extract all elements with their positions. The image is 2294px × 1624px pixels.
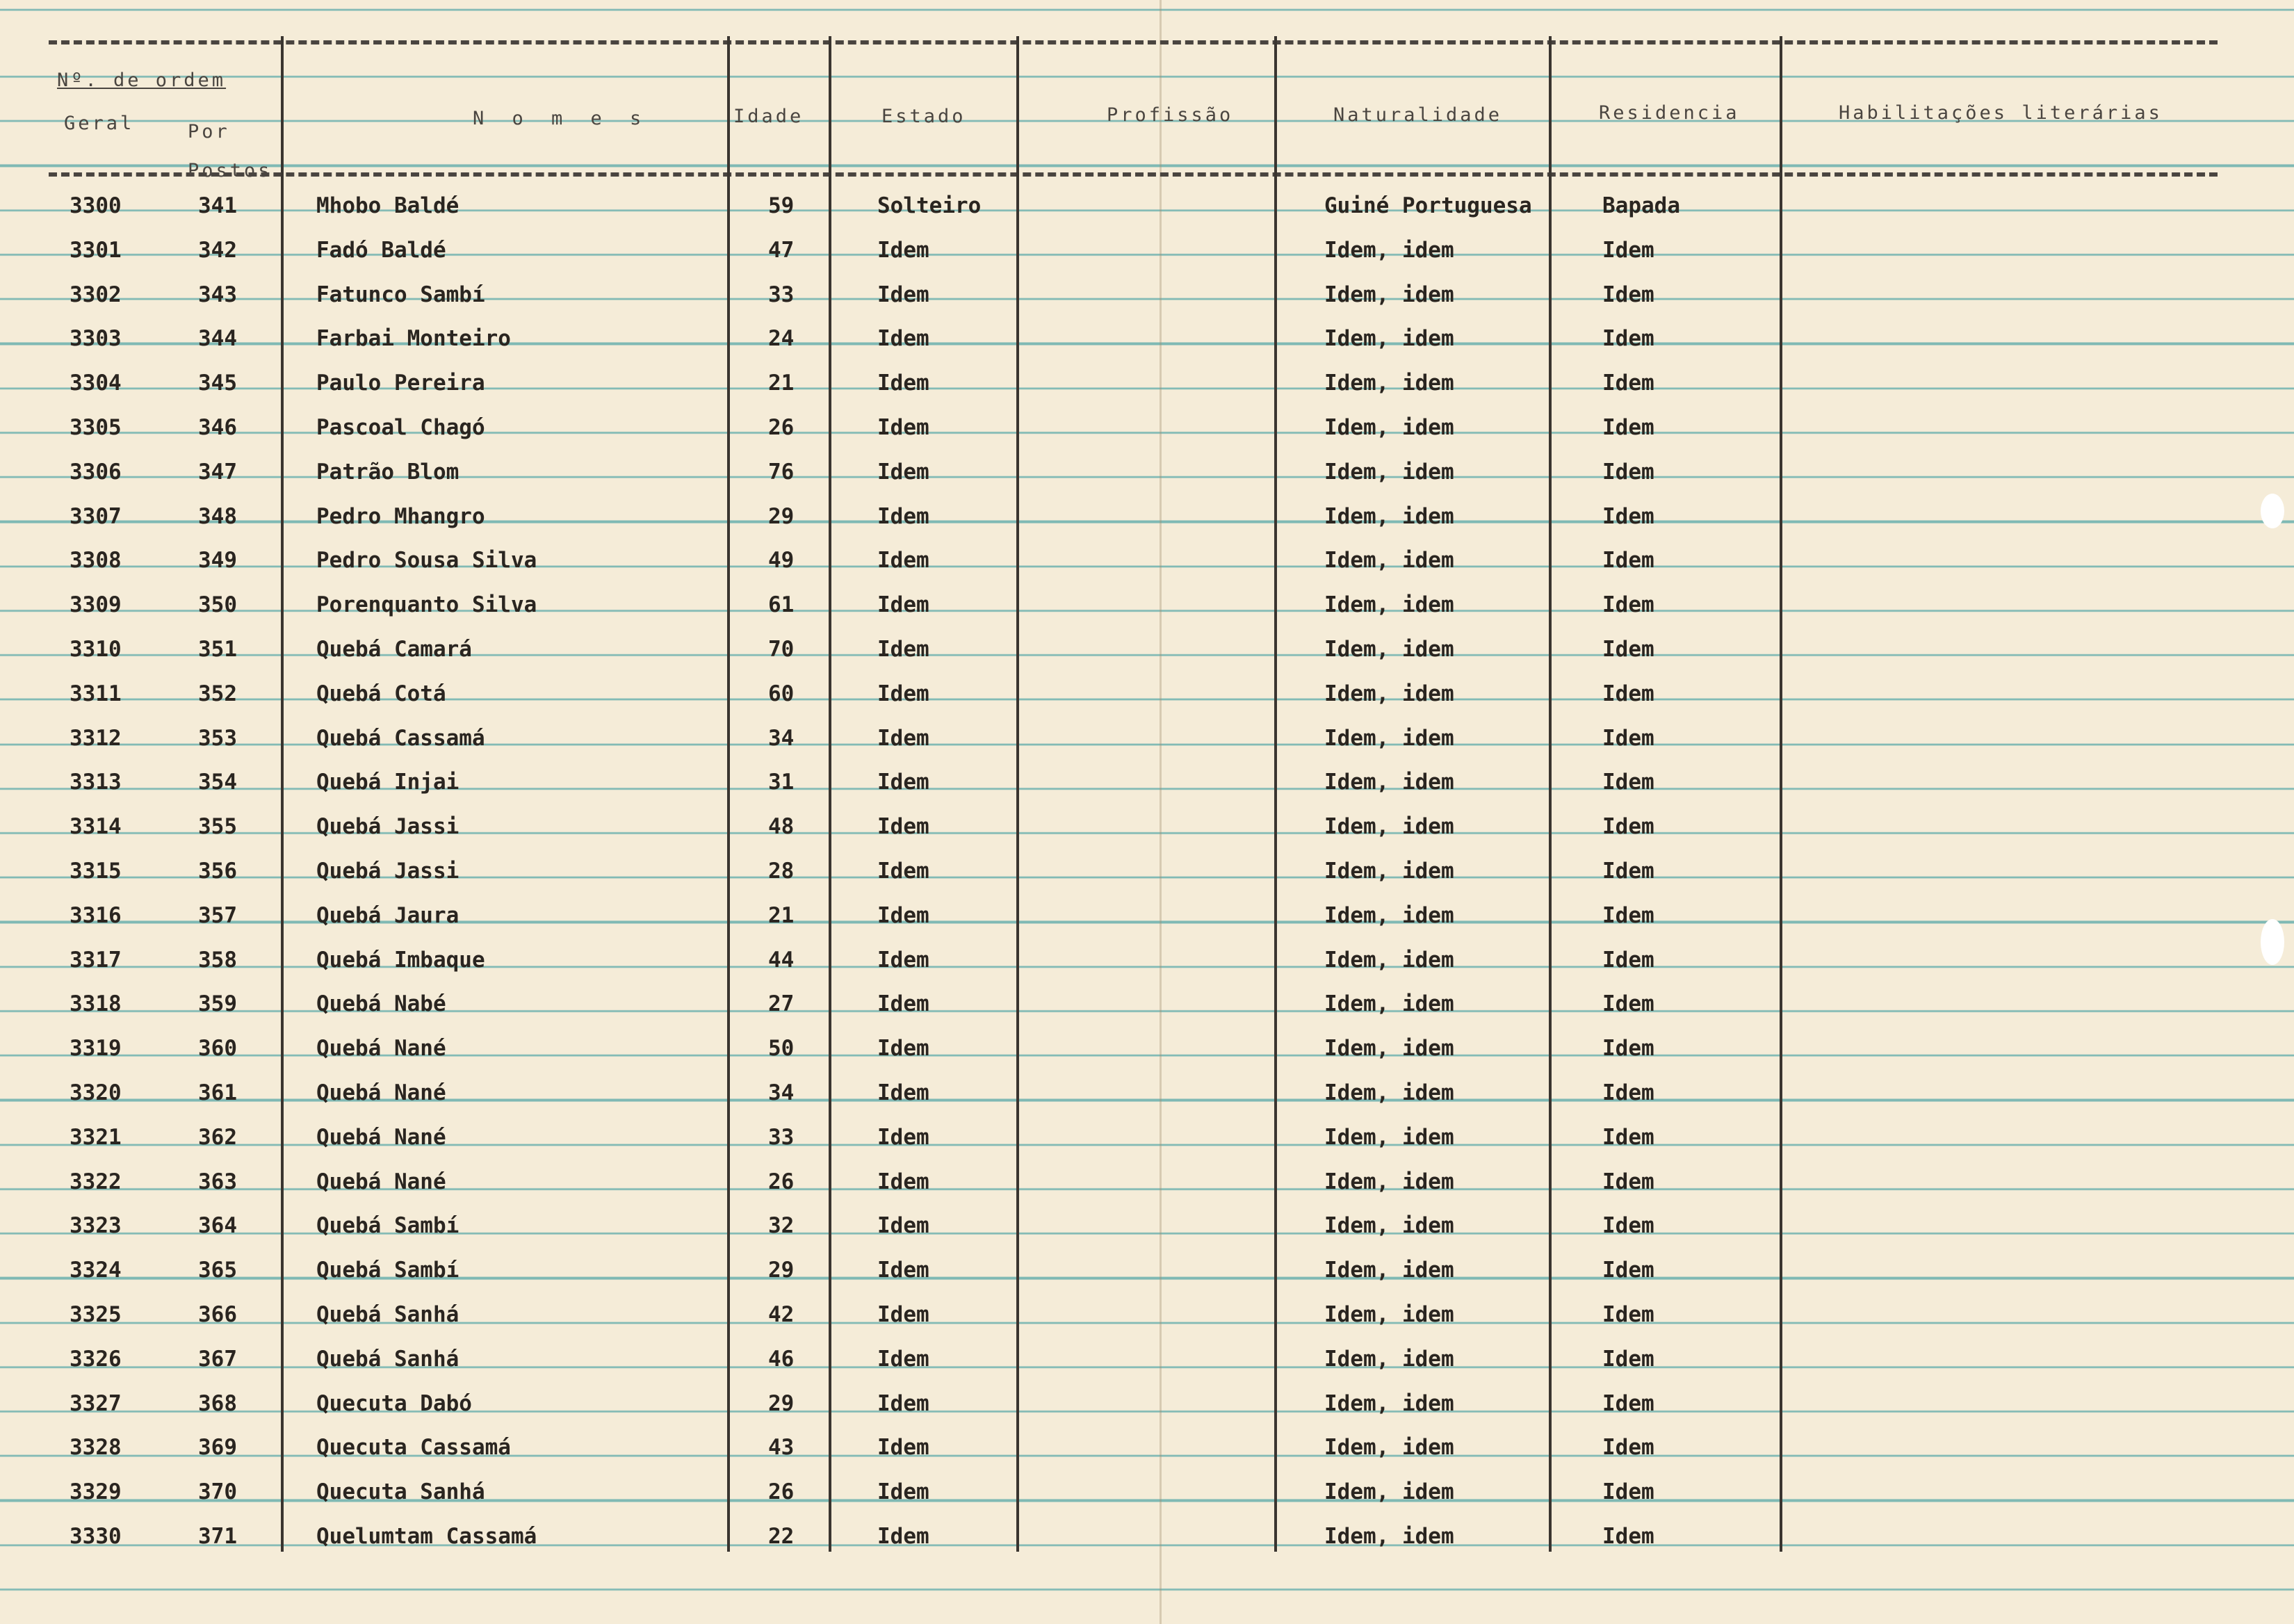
age: 33 <box>768 1124 795 1150</box>
geral-number: 3311 <box>70 681 122 706</box>
marital-status: Idem <box>877 947 929 973</box>
posto-number: 368 <box>198 1390 237 1416</box>
person-name: Quebá Jassi <box>316 814 459 840</box>
posto-number: 361 <box>198 1080 237 1105</box>
age: 50 <box>768 1036 795 1062</box>
posto-number: 350 <box>198 592 237 618</box>
naturalidade: Idem, idem <box>1324 326 1454 352</box>
geral-number: 3322 <box>70 1169 122 1194</box>
table-row <box>0 238 2294 281</box>
table-row <box>0 415 2294 458</box>
residencia: Idem <box>1602 592 1654 618</box>
posto-number: 370 <box>198 1479 237 1505</box>
header-no-ordem: Nº. de ordem <box>57 70 227 91</box>
table-row <box>0 859 2294 902</box>
geral-number: 3327 <box>70 1390 122 1416</box>
posto-number: 359 <box>198 991 237 1017</box>
posto-number: 345 <box>198 371 237 396</box>
geral-number: 3317 <box>70 947 122 973</box>
table-row <box>0 726 2294 769</box>
naturalidade: Idem, idem <box>1324 1258 1454 1283</box>
marital-status: Idem <box>877 326 929 352</box>
person-name: Fatunco Sambí <box>316 282 485 307</box>
geral-number: 3329 <box>70 1479 122 1505</box>
residencia: Idem <box>1602 1479 1654 1505</box>
marital-status: Idem <box>877 1258 929 1283</box>
residencia: Idem <box>1602 371 1654 396</box>
marital-status: Idem <box>877 592 929 618</box>
geral-number: 3326 <box>70 1346 122 1372</box>
age: 42 <box>768 1302 795 1327</box>
age: 29 <box>768 1258 795 1283</box>
geral-number: 3330 <box>70 1524 122 1549</box>
residencia: Idem <box>1602 1080 1654 1105</box>
person-name: Farbai Monteiro <box>316 326 511 352</box>
geral-number: 3304 <box>70 371 122 396</box>
marital-status: Idem <box>877 1479 929 1505</box>
posto-number: 353 <box>198 725 237 751</box>
age: 24 <box>768 326 795 352</box>
residencia: Idem <box>1602 725 1654 751</box>
naturalidade: Idem, idem <box>1324 1080 1454 1105</box>
age: 21 <box>768 371 795 396</box>
table-row <box>0 371 2294 414</box>
age: 28 <box>768 859 795 884</box>
age: 27 <box>768 991 795 1017</box>
residencia: Idem <box>1602 1524 1654 1549</box>
posto-number: 365 <box>198 1258 237 1283</box>
geral-number: 3313 <box>70 770 122 795</box>
residencia: Idem <box>1602 1390 1654 1416</box>
person-name: Quebá Sambí <box>316 1213 459 1239</box>
residencia: Idem <box>1602 681 1654 706</box>
naturalidade: Idem, idem <box>1324 548 1454 574</box>
naturalidade: Idem, idem <box>1324 1036 1454 1062</box>
header-residencia: Residencia <box>1599 102 1740 124</box>
age: 32 <box>768 1213 795 1239</box>
naturalidade: Idem, idem <box>1324 681 1454 706</box>
person-name: Quebá Cassamá <box>316 725 485 751</box>
posto-number: 348 <box>198 503 237 529</box>
person-name: Quebá Nabé <box>316 991 446 1017</box>
table-row <box>0 1036 2294 1079</box>
table-row <box>0 548 2294 591</box>
marital-status: Solteiro <box>877 193 982 218</box>
marital-status: Idem <box>877 1213 929 1239</box>
person-name: Quebá Nané <box>316 1124 446 1150</box>
residencia: Idem <box>1602 548 1654 574</box>
residencia: Idem <box>1602 282 1654 307</box>
marital-status: Idem <box>877 1390 929 1416</box>
age: 26 <box>768 1169 795 1194</box>
geral-number: 3312 <box>70 725 122 751</box>
table-row <box>0 991 2294 1034</box>
geral-number: 3318 <box>70 991 122 1017</box>
table-row <box>0 193 2294 236</box>
table-row <box>0 770 2294 813</box>
age: 29 <box>768 503 795 529</box>
marital-status: Idem <box>877 725 929 751</box>
person-name: Quebá Nané <box>316 1169 446 1194</box>
header-profissao: Profissão <box>1107 104 1234 126</box>
person-name: Quecuta Cassamá <box>316 1435 511 1461</box>
geral-number: 3303 <box>70 326 122 352</box>
table-row <box>0 1080 2294 1123</box>
naturalidade: Idem, idem <box>1324 991 1454 1017</box>
residencia: Idem <box>1602 947 1654 973</box>
naturalidade: Idem, idem <box>1324 725 1454 751</box>
residencia: Idem <box>1602 991 1654 1017</box>
geral-number: 3316 <box>70 902 122 928</box>
naturalidade: Idem, idem <box>1324 859 1454 884</box>
marital-status: Idem <box>877 459 929 485</box>
age: 21 <box>768 902 795 928</box>
naturalidade: Idem, idem <box>1324 415 1454 440</box>
header-naturalidade: Naturalidade <box>1333 104 1503 126</box>
posto-number: 369 <box>198 1435 237 1461</box>
posto-number: 362 <box>198 1124 237 1150</box>
table-row <box>0 1479 2294 1522</box>
table-row <box>0 948 2294 991</box>
marital-status: Idem <box>877 371 929 396</box>
marital-status: Idem <box>877 1435 929 1461</box>
naturalidade: Idem, idem <box>1324 237 1454 263</box>
naturalidade: Idem, idem <box>1324 1435 1454 1461</box>
residencia: Idem <box>1602 326 1654 352</box>
geral-number: 3323 <box>70 1213 122 1239</box>
geral-number: 3325 <box>70 1302 122 1327</box>
geral-number: 3315 <box>70 859 122 884</box>
naturalidade: Idem, idem <box>1324 1169 1454 1194</box>
geral-number: 3305 <box>70 415 122 440</box>
geral-number: 3309 <box>70 592 122 618</box>
naturalidade: Idem, idem <box>1324 282 1454 307</box>
marital-status: Idem <box>877 237 929 263</box>
geral-number: 3306 <box>70 459 122 485</box>
naturalidade: Idem, idem <box>1324 637 1454 662</box>
person-name: Quebá Imbaque <box>316 947 485 973</box>
residencia: Idem <box>1602 1258 1654 1283</box>
header-top-rule <box>49 40 2218 44</box>
age: 59 <box>768 193 795 218</box>
person-name: Quebá Injai <box>316 770 459 795</box>
marital-status: Idem <box>877 1302 929 1327</box>
naturalidade: Idem, idem <box>1324 503 1454 529</box>
marital-status: Idem <box>877 859 929 884</box>
naturalidade: Idem, idem <box>1324 1124 1454 1150</box>
person-name: Pascoal Chagó <box>316 415 485 440</box>
marital-status: Idem <box>877 1346 929 1372</box>
naturalidade: Idem, idem <box>1324 371 1454 396</box>
age: 34 <box>768 1080 795 1105</box>
residencia: Idem <box>1602 902 1654 928</box>
posto-number: 356 <box>198 859 237 884</box>
geral-number: 3320 <box>70 1080 122 1105</box>
person-name: Quebá Nané <box>316 1036 446 1062</box>
header-habilitacoes: Habilitações literárias <box>1839 102 2163 124</box>
header-nomes: N o m e s <box>473 108 650 129</box>
age: 31 <box>768 770 795 795</box>
naturalidade: Idem, idem <box>1324 902 1454 928</box>
residencia: Idem <box>1602 1213 1654 1239</box>
posto-number: 358 <box>198 947 237 973</box>
posto-number: 341 <box>198 193 237 218</box>
residencia: Idem <box>1602 1124 1654 1150</box>
person-name: Quebá Cotá <box>316 681 446 706</box>
posto-number: 346 <box>198 415 237 440</box>
naturalidade: Idem, idem <box>1324 1346 1454 1372</box>
posto-number: 354 <box>198 770 237 795</box>
posto-number: 355 <box>198 814 237 840</box>
age: 22 <box>768 1524 795 1549</box>
geral-number: 3308 <box>70 548 122 574</box>
person-name: Pedro Mhangro <box>316 503 485 529</box>
geral-number: 3321 <box>70 1124 122 1150</box>
person-name: Mhobo Baldé <box>316 193 459 218</box>
marital-status: Idem <box>877 503 929 529</box>
posto-number: 349 <box>198 548 237 574</box>
geral-number: 3302 <box>70 282 122 307</box>
residencia: Idem <box>1602 1435 1654 1461</box>
table-row <box>0 637 2294 680</box>
naturalidade: Idem, idem <box>1324 770 1454 795</box>
naturalidade: Idem, idem <box>1324 459 1454 485</box>
naturalidade: Idem, idem <box>1324 947 1454 973</box>
posto-number: 342 <box>198 237 237 263</box>
table-row <box>0 1524 2294 1567</box>
age: 44 <box>768 947 795 973</box>
table-row <box>0 814 2294 857</box>
person-name: Patrão Blom <box>316 459 459 485</box>
marital-status: Idem <box>877 415 929 440</box>
marital-status: Idem <box>877 1124 929 1150</box>
table-row <box>0 1169 2294 1212</box>
posto-number: 344 <box>198 326 237 352</box>
age: 33 <box>768 282 795 307</box>
marital-status: Idem <box>877 548 929 574</box>
age: 43 <box>768 1435 795 1461</box>
naturalidade: Idem, idem <box>1324 592 1454 618</box>
geral-number: 3300 <box>70 193 122 218</box>
table-row <box>0 282 2294 325</box>
marital-status: Idem <box>877 1524 929 1549</box>
age: 70 <box>768 637 795 662</box>
residencia: Idem <box>1602 770 1654 795</box>
naturalidade: Idem, idem <box>1324 1479 1454 1505</box>
person-name: Quebá Sanhá <box>316 1302 459 1327</box>
age: 29 <box>768 1390 795 1416</box>
posto-number: 360 <box>198 1036 237 1062</box>
marital-status: Idem <box>877 770 929 795</box>
geral-number: 3319 <box>70 1036 122 1062</box>
age: 46 <box>768 1346 795 1372</box>
residencia: Idem <box>1602 1169 1654 1194</box>
residencia: Idem <box>1602 637 1654 662</box>
residencia: Bapada <box>1602 193 1680 218</box>
table-row <box>0 681 2294 724</box>
person-name: Quelumtam Cassamá <box>316 1524 537 1549</box>
marital-status: Idem <box>877 1080 929 1105</box>
age: 49 <box>768 548 795 574</box>
person-name: Quecuta Sanhá <box>316 1479 485 1505</box>
person-name: Quecuta Dabó <box>316 1390 472 1416</box>
age: 26 <box>768 415 795 440</box>
posto-number: 367 <box>198 1346 237 1372</box>
geral-number: 3328 <box>70 1435 122 1461</box>
age: 61 <box>768 592 795 618</box>
age: 76 <box>768 459 795 485</box>
age: 47 <box>768 237 795 263</box>
geral-number: 3310 <box>70 637 122 662</box>
geral-number: 3324 <box>70 1258 122 1283</box>
residencia: Idem <box>1602 1036 1654 1062</box>
posto-number: 352 <box>198 681 237 706</box>
marital-status: Idem <box>877 681 929 706</box>
age: 48 <box>768 814 795 840</box>
table-row <box>0 1302 2294 1345</box>
residencia: Idem <box>1602 237 1654 263</box>
person-name: Pedro Sousa Silva <box>316 548 537 574</box>
geral-number: 3307 <box>70 503 122 529</box>
person-name: Porenquanto Silva <box>316 592 537 618</box>
geral-number: 3301 <box>70 237 122 263</box>
geral-number: 3314 <box>70 814 122 840</box>
table-row <box>0 903 2294 946</box>
posto-number: 351 <box>198 637 237 662</box>
naturalidade: Idem, idem <box>1324 1524 1454 1549</box>
table-row <box>0 1391 2294 1434</box>
posto-number: 366 <box>198 1302 237 1327</box>
residencia: Idem <box>1602 415 1654 440</box>
header-por-postos: Por Postos <box>188 121 272 181</box>
marital-status: Idem <box>877 902 929 928</box>
residencia: Idem <box>1602 459 1654 485</box>
age: 34 <box>768 725 795 751</box>
table-row <box>0 1258 2294 1301</box>
person-name: Paulo Pereira <box>316 371 485 396</box>
naturalidade: Idem, idem <box>1324 1390 1454 1416</box>
age: 26 <box>768 1479 795 1505</box>
header-geral: Geral <box>64 113 135 134</box>
naturalidade: Idem, idem <box>1324 814 1454 840</box>
residencia: Idem <box>1602 1346 1654 1372</box>
residencia: Idem <box>1602 1302 1654 1327</box>
person-name: Quebá Jassi <box>316 859 459 884</box>
naturalidade: Idem, idem <box>1324 1213 1454 1239</box>
posto-number: 357 <box>198 902 237 928</box>
table-row <box>0 1213 2294 1256</box>
header-estado: Estado <box>881 106 966 127</box>
age: 60 <box>768 681 795 706</box>
person-name: Quebá Camará <box>316 637 472 662</box>
person-name: Quebá Sambí <box>316 1258 459 1283</box>
header-bottom-rule <box>49 172 2218 177</box>
posto-number: 343 <box>198 282 237 307</box>
person-name: Quebá Jaura <box>316 902 459 928</box>
posto-number: 347 <box>198 459 237 485</box>
naturalidade: Guiné Portuguesa <box>1324 193 1532 218</box>
marital-status: Idem <box>877 637 929 662</box>
naturalidade: Idem, idem <box>1324 1302 1454 1327</box>
table-row <box>0 326 2294 369</box>
person-name: Quebá Nané <box>316 1080 446 1105</box>
table-row <box>0 592 2294 635</box>
posto-number: 371 <box>198 1524 237 1549</box>
table-row <box>0 1435 2294 1478</box>
marital-status: Idem <box>877 1036 929 1062</box>
residencia: Idem <box>1602 503 1654 529</box>
person-name: Fadó Baldé <box>316 237 446 263</box>
marital-status: Idem <box>877 991 929 1017</box>
table-row <box>0 1125 2294 1168</box>
marital-status: Idem <box>877 1169 929 1194</box>
table-row <box>0 460 2294 503</box>
posto-number: 363 <box>198 1169 237 1194</box>
residencia: Idem <box>1602 814 1654 840</box>
table-row <box>0 1347 2294 1390</box>
header-idade: Idade <box>733 106 804 127</box>
table-row <box>0 504 2294 547</box>
residencia: Idem <box>1602 859 1654 884</box>
posto-number: 364 <box>198 1213 237 1239</box>
person-name: Quebá Sanhá <box>316 1346 459 1372</box>
marital-status: Idem <box>877 282 929 307</box>
marital-status: Idem <box>877 814 929 840</box>
